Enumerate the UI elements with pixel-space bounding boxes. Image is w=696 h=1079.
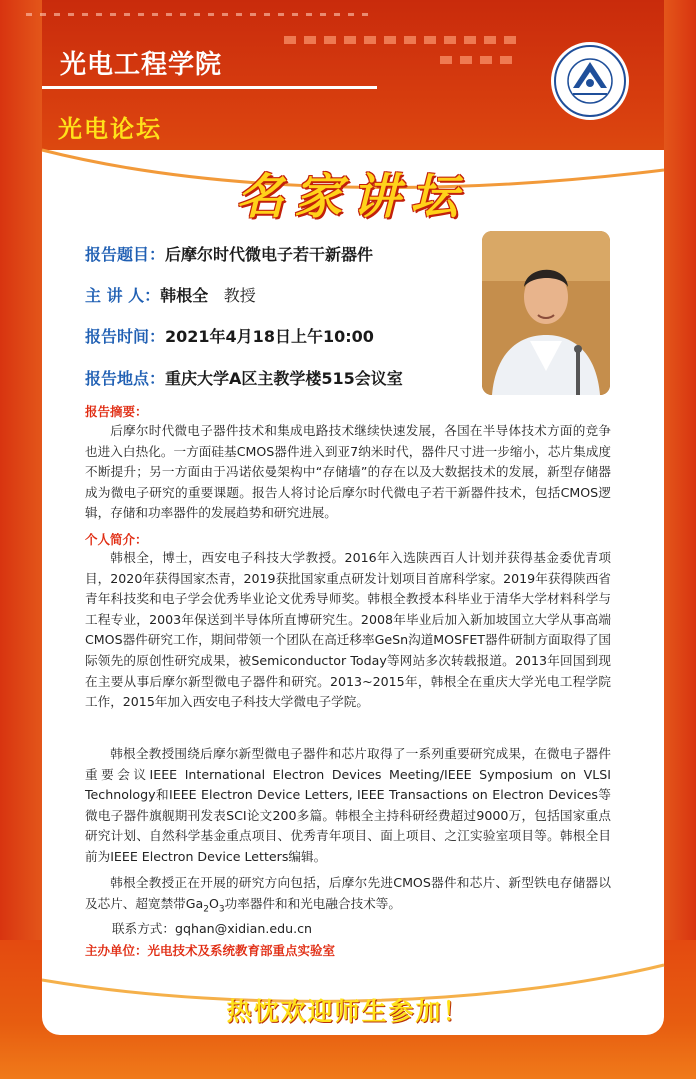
topic-label: 报告题目： [85,245,166,264]
speaker-row [85,283,256,306]
forum-title: 光电论坛 [58,114,162,143]
place-value: 重庆大学A区主教学楼515会议室 [165,369,403,388]
bio-paragraph-3 [85,873,611,920]
time-label: 报告时间： [85,327,166,346]
host-organization: 主办单位：光电技术及系统教育部重点实验室 [85,943,336,958]
place-label: 报告地点： [85,369,166,388]
decor-squares [284,36,516,44]
contact-line: 联系方式：gqhan@xidian.edu.cn [112,921,313,936]
bio-p3-mid: O [208,895,219,911]
abstract-text: 后摩尔时代微电子器件技术和集成电路技术继续快速发展，各国在半导体技术方面的竞争也进入白热化。一方面硅基CMOS器件进入到亚7纳米时代，器件尺寸进一步缩小，芯片集成度不断提升；另一方面由于冯诺依曼架构中“存储墙”的存在以及大数据技术的发展，新型存储器成为微电子研究的重要课题。报告人将讨论后摩尔时代微电子若干新器件技术，包括CMOS逻辑，存储和功率器件的发展趋势和研究进展。 [85,423,611,521]
university-logo [551,42,629,120]
bio-heading: 个人简介： [85,532,148,547]
bio-p3-sub2: 3 [218,904,225,915]
topic-value: 后摩尔时代微电子若干新器件 [165,245,374,264]
decor-dots-top [26,13,368,16]
place-row [85,366,403,389]
school-title: 光电工程学院 [60,50,223,80]
decor-squares-2 [440,56,512,64]
speaker-name: 韩根全 [160,286,209,305]
time-value: 2021年4月18日上午10:00 [165,327,374,346]
bio-p3-before: 韩根全教授正在开展的研究方向包括，后摩尔先进CMOS器件和芯片、新型铁电存储器以及芯片、超宽禁带Ga [85,875,611,911]
bio-p3-sub1: 2 [203,904,209,915]
bio-paragraph-2: 韩根全教授围绕后摩尔新型微电子器件和芯片取得了一系列重要研究成果，在微电子器件重要会议IEEE International Electron Devices Meeting/IEEE Symposium on VLSI Technology和IEEE Electron Device Letters, IEEE Transactions on Electron Devices等微电子器件旗舰期刊发表SCI论文200多篇。韩根全主持科研经费超过9000万，包括国家重点研究计划、自然科学基金重点项目、优秀青年项目、面上项目、之江实验室项目等。韩根全目前为IEEE Electron Device Letters编辑。 [85,746,611,864]
speaker-photo [482,231,610,395]
bio-p3-after: 功率器件和和光电融合技术等。 [224,895,401,911]
title-underline [42,86,377,89]
topic-row [85,242,373,265]
speaker-label: 主 讲 人： [85,286,161,305]
banner-title: 名家讲坛 [235,169,468,225]
welcome-slogan: 热忱欢迎师生参加！ [226,997,470,1026]
time-row [85,324,374,347]
speaker-title: 教授 [223,286,256,305]
abstract-heading: 报告摘要： [85,404,148,419]
bio-paragraph-1: 韩根全，博士，西安电子科技大学教授。2016年入选陕西百人计划并获得基金委优青项目，2020年获得国家杰青，2019获批国家重点研发计划项目首席科学家。2019年获得陕西省青年科技奖和电子学会优秀毕业论文优秀导师奖。韩根全教授本科毕业于清华大学材料科学与工程专业，2003年保送到半导体所直博研究生。2008年毕业后加入新加坡国立大学从事高端CMOS器件研究工作，期间带领一个团队在高迁移率GeSn沟道MOSFET器件研制方面取得了国际领先的原创性研究成果，被Semiconductor Today等网站多次转载报道。2013年回国到现在主要从事后摩尔新型微电子器件和研究。2013~2015年，韩根全在重庆大学光电工程学院工作，2015年加入西安电子科技大学微电子学院。 [85,550,611,710]
